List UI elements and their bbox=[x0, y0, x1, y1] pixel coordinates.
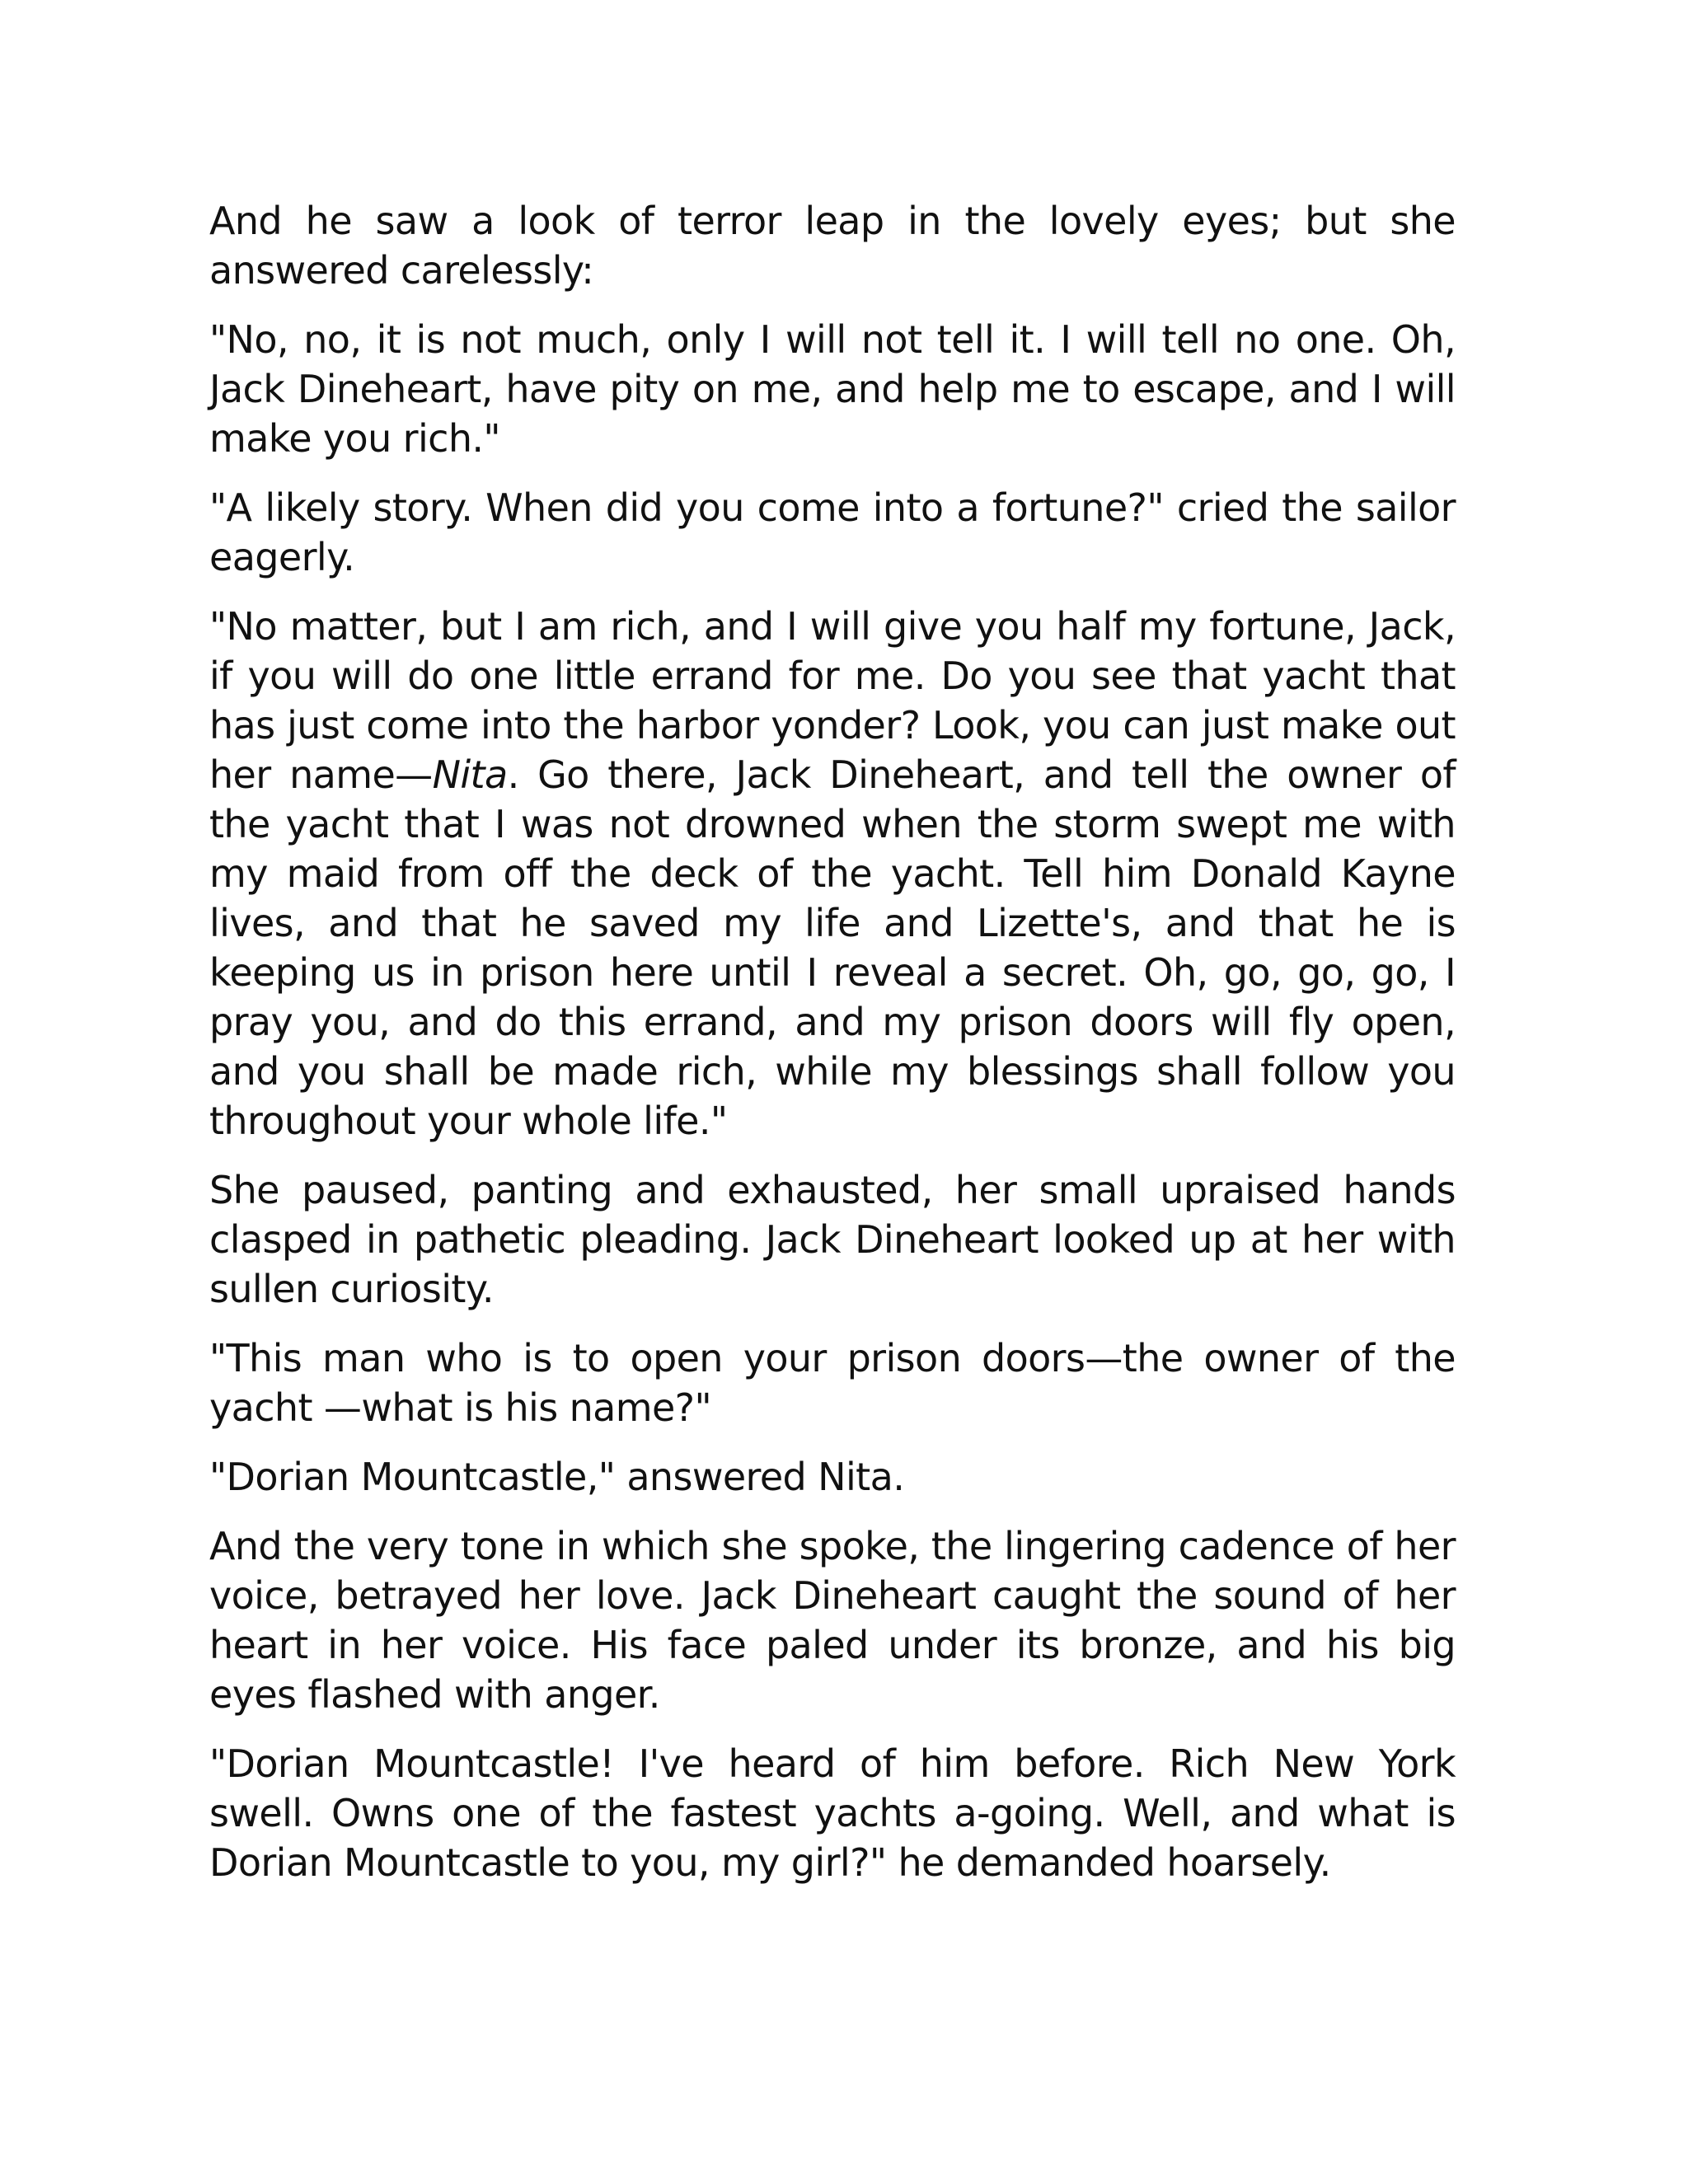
paragraph-text: "No matter, but I am rich, and I will give you half my fortune, Jack, if you will do one little errand for me. Do you see that yacht that has just come into the harbor yonder? Look, you can just make out her name— bbox=[209, 604, 1456, 797]
yacht-name-italic: Nita bbox=[432, 752, 508, 797]
paragraph-3 bbox=[209, 483, 1456, 582]
paragraph-text: "No, no, it is not much, only I will not tell it. I will tell no one. Oh, Jack Dineheart, have pity on me, and help me to escape, and I will make you rich." bbox=[209, 317, 1456, 461]
paragraph-9 bbox=[209, 1739, 1456, 1887]
paragraph-text: "A likely story. When did you come into a fortune?" cried the sailor eagerly. bbox=[209, 485, 1456, 579]
paragraph-5 bbox=[209, 1165, 1456, 1314]
paragraph-2 bbox=[209, 315, 1456, 463]
paragraph-text-continued: . Go there, Jack Dineheart, and tell the owner of the yacht that I was not drowned when the storm swept me with my maid from off the deck of the yacht. Tell him Donald Kayne lives, and that he saved my life and Lizette's, and that he is keeping us in prison here until I reveal a secret. Oh, go, go, go, I pray you, and do this errand, and my prison doors will fly open, and you shall be made rich, while my blessings shall follow you throughout your whole life." bbox=[209, 752, 1456, 1143]
paragraph-text: She paused, panting and exhausted, her small upraised hands clasped in pathetic pleading. Jack Dineheart looked up at her with sullen curiosity. bbox=[209, 1168, 1456, 1311]
paragraph-text: And he saw a look of terror leap in the lovely eyes; but she answered carelessly: bbox=[209, 199, 1456, 293]
paragraph-text: "Dorian Mountcastle! I've heard of him before. Rich New York swell. Owns one of the fastest yachts a-going. Well, and what is Dorian Mountcastle to you, my girl?" he demanded hoarsely. bbox=[209, 1741, 1456, 1885]
paragraph-text: "This man who is to open your prison doors—the owner of the yacht —what is his name?" bbox=[209, 1336, 1456, 1430]
paragraph-text: And the very tone in which she spoke, the lingering cadence of her voice, betrayed her love. Jack Dineheart caught the sound of her heart in her voice. His face paled under its bronze, and his big eyes flashed with anger. bbox=[209, 1524, 1456, 1717]
paragraph-text: "Dorian Mountcastle," answered Nita. bbox=[209, 1455, 905, 1499]
paragraph-6 bbox=[209, 1333, 1456, 1432]
paragraph-4 bbox=[209, 602, 1456, 1146]
paragraph-7 bbox=[209, 1452, 1456, 1502]
paragraph-8 bbox=[209, 1521, 1456, 1719]
paragraph-1 bbox=[209, 196, 1456, 295]
document-page bbox=[209, 196, 1456, 1907]
